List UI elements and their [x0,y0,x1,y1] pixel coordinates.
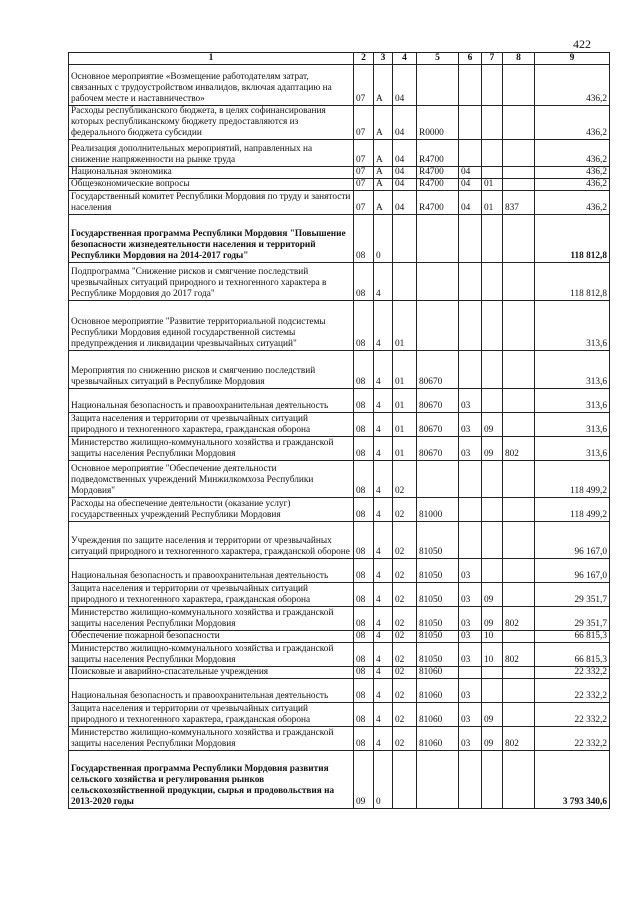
column-3-value: 4 [374,559,393,583]
column-header: 6 [459,53,482,65]
table-row [69,389,610,413]
column-2-value: 09 [354,751,374,809]
table-row [69,191,610,215]
column-7-value [482,559,503,583]
row-description: Национальная безопасность и правоохранительная деятельность [69,559,354,583]
column-6-value: 03 [459,389,482,413]
row-description: Подпрограмма "Снижение рисков и смягчение последствий чрезвычайных ситуаций природного и техногенного характера в Республике Мордовия до 2017 года" [69,263,354,301]
column-7-value [482,667,503,679]
column-7-value [482,140,503,167]
row-amount: 313,6 [535,413,610,437]
column-2-value: 08 [354,643,374,667]
column-7-value: 01 [482,191,503,215]
column-8-value [503,583,535,607]
column-3-value: 0 [374,751,393,809]
column-5-value: 81050 [417,583,459,607]
column-7-value [482,389,503,413]
column-5-value: 81060 [417,703,459,727]
column-4-value: 02 [393,559,417,583]
column-4-value: 02 [393,461,417,498]
column-5-value: 81050 [417,643,459,667]
column-6-value [459,498,482,522]
column-7-value [482,679,503,703]
row-amount: 22 332,2 [535,703,610,727]
column-8-value [503,215,535,263]
column-5-value: R4700 [417,179,459,191]
row-amount: 313,6 [535,389,610,413]
column-header: 8 [503,53,535,65]
row-description: Министерство жилищно-коммунального хозяйства и гражданской защиты населения Республики Мордовия [69,437,354,461]
column-3-value: А [374,167,393,179]
column-4-value: 01 [393,389,417,413]
column-5-value: R4700 [417,167,459,179]
column-6-value [459,301,482,351]
table-row [69,179,610,191]
column-4-value [393,215,417,263]
row-description: Основное мероприятие "Обеспечение деятельности подведомственных учреждений Минжилкомхоза Республики Мордовия" [69,461,354,498]
column-7-value: 09 [482,607,503,631]
budget-table [68,52,610,809]
row-description: Реализация дополнительных мероприятий, направленных на снижение напряженности на рынке труда [69,140,354,167]
row-description: Расходы республиканского бюджета, в целях софинансирования которых республиканскому бюджету предоставляются из федерального бюджета субсидии [69,106,354,140]
column-7-value: 10 [482,631,503,643]
column-4-value: 02 [393,667,417,679]
row-amount: 436,2 [535,65,610,106]
column-8-value [503,413,535,437]
column-8-value: 802 [503,643,535,667]
row-description: Общеэкономические вопросы [69,179,354,191]
column-4-value: 02 [393,498,417,522]
column-6-value: 04 [459,191,482,215]
table-row [69,140,610,167]
column-4-value: 02 [393,607,417,631]
row-description: Защита населения и территории от чрезвычайных ситуаций природного и техногенного характера, гражданская оборона [69,413,354,437]
column-5-value: 80670 [417,413,459,437]
column-6-value: 03 [459,703,482,727]
column-5-value: 81060 [417,667,459,679]
column-7-value [482,461,503,498]
column-8-value [503,106,535,140]
column-header: 9 [535,53,610,65]
row-amount: 436,2 [535,106,610,140]
column-3-value: 4 [374,703,393,727]
column-6-value: 03 [459,727,482,751]
column-2-value: 08 [354,389,374,413]
row-amount: 96 167,0 [535,559,610,583]
column-7-value [482,106,503,140]
column-5-value [417,65,459,106]
table-row [69,437,610,461]
column-5-value [417,301,459,351]
table-row [69,263,610,301]
column-6-value [459,140,482,167]
column-6-value: 03 [459,437,482,461]
column-header: 5 [417,53,459,65]
column-4-value: 01 [393,437,417,461]
column-4-value: 01 [393,301,417,351]
row-amount: 436,2 [535,179,610,191]
column-6-value [459,106,482,140]
table-row [69,643,610,667]
column-3-value: 4 [374,522,393,559]
column-6-value [459,215,482,263]
column-4-value: 02 [393,583,417,607]
table-row [69,727,610,751]
column-7-value [482,351,503,389]
column-2-value: 08 [354,583,374,607]
column-8-value [503,167,535,179]
row-amount: 436,2 [535,167,610,179]
column-8-value [503,703,535,727]
row-amount: 22 332,2 [535,679,610,703]
column-5-value: 81050 [417,607,459,631]
column-7-value [482,301,503,351]
row-amount: 436,2 [535,191,610,215]
row-amount: 3 793 340,6 [535,751,610,809]
row-amount: 436,2 [535,140,610,167]
column-8-value [503,301,535,351]
row-amount: 96 167,0 [535,522,610,559]
table-row [69,583,610,607]
page-number: 422 [573,37,591,51]
column-8-value [503,179,535,191]
column-5-value: 81050 [417,631,459,643]
column-6-value: 04 [459,179,482,191]
table-row [69,301,610,351]
column-3-value: А [374,179,393,191]
column-5-value: 81060 [417,679,459,703]
column-3-value: 4 [374,437,393,461]
column-2-value: 08 [354,679,374,703]
table-row [69,559,610,583]
table-row [69,461,610,498]
column-3-value: 4 [374,631,393,643]
row-amount: 313,6 [535,301,610,351]
column-3-value: 4 [374,667,393,679]
column-6-value [459,522,482,559]
column-2-value: 07 [354,191,374,215]
column-header: 1 [69,53,354,65]
column-8-value: 837 [503,191,535,215]
column-4-value: 04 [393,191,417,215]
column-8-value [503,631,535,643]
column-6-value: 03 [459,679,482,703]
column-4-value: 01 [393,351,417,389]
column-header: 2 [354,53,374,65]
column-6-value [459,263,482,301]
column-2-value: 08 [354,727,374,751]
row-description: Министерство жилищно-коммунального хозяйства и гражданской защиты населения Республики Мордовия [69,727,354,751]
column-2-value: 08 [354,522,374,559]
table-row [69,667,610,679]
column-7-value [482,167,503,179]
column-8-value [503,498,535,522]
column-4-value: 04 [393,106,417,140]
row-description: Поисковые и аварийно-спасательные учреждения [69,667,354,679]
column-8-value: 802 [503,437,535,461]
column-5-value: R0000 [417,106,459,140]
column-7-value: 09 [482,703,503,727]
row-description: Национальная экономика [69,167,354,179]
column-3-value: 4 [374,263,393,301]
table-row [69,498,610,522]
row-amount: 66 815,3 [535,643,610,667]
row-amount: 22 332,2 [535,727,610,751]
column-8-value [503,389,535,413]
column-6-value [459,461,482,498]
column-6-value [459,667,482,679]
column-5-value: 81050 [417,559,459,583]
column-5-value: 81050 [417,522,459,559]
column-3-value: А [374,140,393,167]
table-row [69,679,610,703]
column-8-value: 802 [503,727,535,751]
row-description: Национальная безопасность и правоохранительная деятельность [69,679,354,703]
column-7-value: 09 [482,437,503,461]
column-8-value [503,522,535,559]
column-7-value: 10 [482,643,503,667]
column-8-value [503,461,535,498]
row-description: Министерство жилищно-коммунального хозяйства и гражданской защиты населения Республики Мордовия [69,643,354,667]
column-6-value: 03 [459,413,482,437]
table-row [69,607,610,631]
row-amount: 118 812,8 [535,215,610,263]
column-header: 4 [393,53,417,65]
row-description: Государственная программа Республики Мордовия развития сельского хозяйства и регулирования рынков сельскохозяйственной продукции, сырья и продовольствия на 2013-2020 годы [69,751,354,809]
column-7-value [482,65,503,106]
column-6-value [459,351,482,389]
table-row [69,751,610,809]
column-3-value: 4 [374,727,393,751]
row-amount: 29 351,7 [535,607,610,631]
row-description: Учреждения по защите населения и территории от чрезвычайных ситуаций природного и техногенного характера, гражданской обороне [69,522,354,559]
row-description: Обеспечение пожарной безопасности [69,631,354,643]
column-5-value: R4700 [417,191,459,215]
row-amount: 118 499,2 [535,498,610,522]
column-3-value: 4 [374,607,393,631]
column-8-value [503,559,535,583]
table-row [69,215,610,263]
row-description: Основное мероприятие «Возмещение работодателям затрат, связанных с трудоустройством инвалидов, включая адаптацию на рабочем месте и наставничество» [69,65,354,106]
column-3-value: 4 [374,498,393,522]
column-header: 3 [374,53,393,65]
row-description: Национальная безопасность и правоохранительная деятельность [69,389,354,413]
column-4-value [393,263,417,301]
column-5-value [417,215,459,263]
column-2-value: 08 [354,498,374,522]
table-row [69,703,610,727]
column-8-value: 802 [503,607,535,631]
column-7-value: 09 [482,727,503,751]
column-4-value: 04 [393,167,417,179]
column-2-value: 08 [354,607,374,631]
column-8-value [503,667,535,679]
column-4-value: 04 [393,179,417,191]
column-7-value: 09 [482,413,503,437]
row-description: Защита населения и территории от чрезвычайных ситуаций природного и техногенного характера, гражданская оборона [69,583,354,607]
column-4-value: 02 [393,679,417,703]
column-4-value: 04 [393,140,417,167]
table-row [69,65,610,106]
column-4-value: 04 [393,65,417,106]
column-2-value: 07 [354,65,374,106]
row-description: Защита населения и территории от чрезвычайных ситуаций природного и техногенного характера, гражданская оборона [69,703,354,727]
column-2-value: 08 [354,667,374,679]
column-4-value: 01 [393,413,417,437]
column-2-value: 08 [354,263,374,301]
column-2-value: 08 [354,703,374,727]
column-6-value: 03 [459,607,482,631]
column-3-value: 4 [374,461,393,498]
column-4-value: 02 [393,727,417,751]
row-description: Государственный комитет Республики Мордовия по труду и занятости населения [69,191,354,215]
column-7-value [482,215,503,263]
column-8-value [503,263,535,301]
column-7-value [482,522,503,559]
column-4-value: 02 [393,522,417,559]
column-2-value: 08 [354,351,374,389]
column-4-value [393,751,417,809]
row-description: Государственная программа Республики Мордовия "Повышение безопасности жизнедеятельности населения и территорий Республики Мордовия на 2014-2017 годы" [69,215,354,263]
table-row [69,413,610,437]
column-2-value: 08 [354,215,374,263]
column-4-value: 02 [393,643,417,667]
column-6-value: 03 [459,643,482,667]
column-7-value: 01 [482,179,503,191]
column-8-value [503,140,535,167]
row-description: Министерство жилищно-коммунального хозяйства и гражданской защиты населения Республики Мордовия [69,607,354,631]
row-description: Расходы на обеспечение деятельности (оказание услуг) государственных учреждений Республики Мордовия [69,498,354,522]
table-row [69,351,610,389]
column-7-value [482,751,503,809]
column-2-value: 08 [354,301,374,351]
column-6-value: 04 [459,167,482,179]
table-body [69,65,610,809]
column-3-value: 4 [374,413,393,437]
column-5-value: 80670 [417,389,459,413]
column-3-value: А [374,191,393,215]
row-amount: 22 332,2 [535,667,610,679]
row-description: Мероприятия по снижению рисков и смягчению последствий чрезвычайных ситуаций в Республике Мордовия [69,351,354,389]
column-7-value [482,498,503,522]
column-3-value: 4 [374,351,393,389]
column-7-value [482,263,503,301]
row-amount: 313,6 [535,437,610,461]
column-2-value: 07 [354,179,374,191]
column-2-value: 07 [354,106,374,140]
row-amount: 313,6 [535,351,610,389]
table-row [69,631,610,643]
column-2-value: 07 [354,140,374,167]
table-row [69,106,610,140]
column-3-value: 4 [374,583,393,607]
column-8-value [503,351,535,389]
column-2-value: 07 [354,167,374,179]
column-6-value: 03 [459,631,482,643]
column-5-value [417,263,459,301]
column-8-value [503,751,535,809]
table-header-row [69,53,610,65]
column-5-value: 80670 [417,437,459,461]
column-2-value: 08 [354,437,374,461]
column-6-value: 03 [459,559,482,583]
row-amount: 118 812,8 [535,263,610,301]
row-description: Основное мероприятие "Развитие территориальной подсистемы Республики Мордовия единой государственной системы предупреждения и ликвидации чрезвычайных ситуаций" [69,301,354,351]
column-4-value: 02 [393,703,417,727]
column-2-value: 08 [354,631,374,643]
column-5-value [417,461,459,498]
row-amount: 66 815,3 [535,631,610,643]
column-6-value [459,65,482,106]
column-4-value: 02 [393,631,417,643]
column-5-value: R4700 [417,140,459,167]
row-amount: 118 499,2 [535,461,610,498]
column-3-value: 4 [374,643,393,667]
column-3-value: А [374,106,393,140]
column-5-value: 80670 [417,351,459,389]
column-3-value: 4 [374,679,393,703]
column-6-value: 03 [459,583,482,607]
column-3-value: 4 [374,389,393,413]
row-amount: 29 351,7 [535,583,610,607]
column-5-value: 81060 [417,727,459,751]
column-6-value [459,751,482,809]
column-5-value: 81000 [417,498,459,522]
column-3-value: А [374,65,393,106]
column-3-value: 0 [374,215,393,263]
table-row [69,522,610,559]
table-row [69,167,610,179]
column-8-value [503,679,535,703]
column-7-value: 09 [482,583,503,607]
column-2-value: 08 [354,413,374,437]
column-header: 7 [482,53,503,65]
column-2-value: 08 [354,559,374,583]
column-5-value [417,751,459,809]
column-2-value: 08 [354,461,374,498]
column-3-value: 4 [374,301,393,351]
column-8-value [503,65,535,106]
